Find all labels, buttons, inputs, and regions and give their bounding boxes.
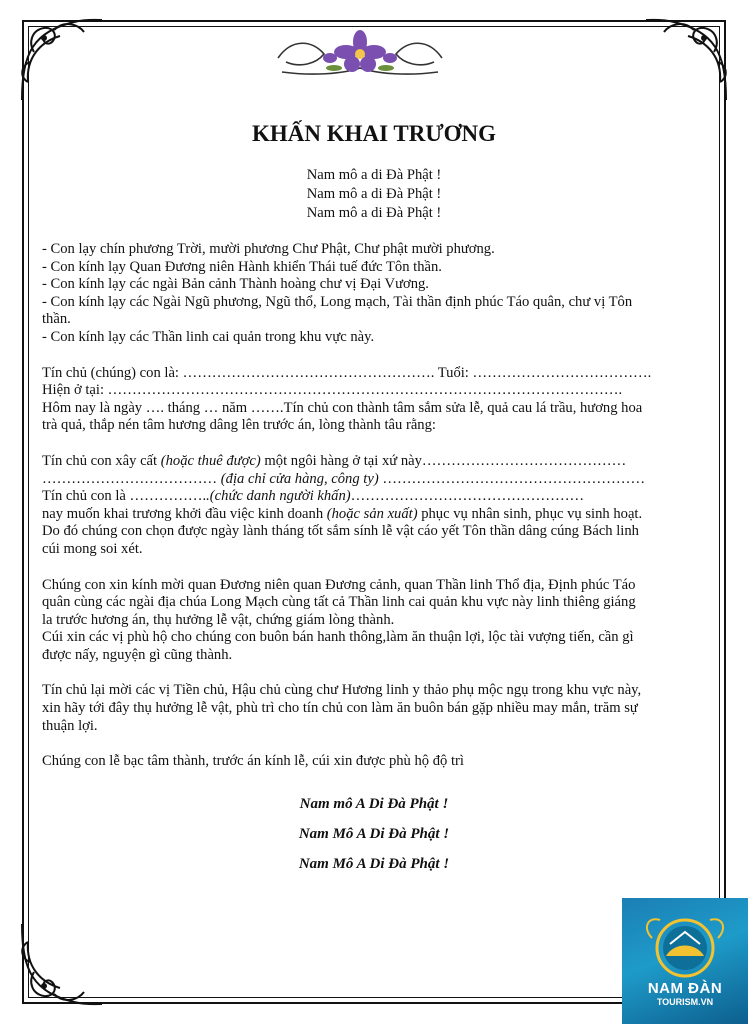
business-section <box>42 453 706 559</box>
invocation-line: Nam mô A Di Đà Phật ! <box>299 795 449 812</box>
bow-line: thần. <box>42 311 71 328</box>
invocation-line: Nam mô a di Đà Phật ! <box>306 205 442 221</box>
invocation-bottom <box>42 789 706 879</box>
text: Tín chủ con là ……………. <box>42 488 207 505</box>
corner-ornament-icon <box>642 12 734 104</box>
bow-line: - Con kính lạy các Ngài Ngũ phương, Ngũ thổ, Long mạch, Tài thần định phúc Táo quân, chư vị Tôn <box>42 293 633 310</box>
logo-name: NAM ĐÀN <box>647 980 723 997</box>
page-title: KHẤN KHAI TRƯƠNG <box>251 121 497 146</box>
bows-section <box>42 241 706 347</box>
bow-line: - Con kính lạy các ngài Bản cảnh Thành hoàng chư vị Đại Vương. <box>42 276 429 293</box>
text: Tín chủ con xây cất <box>42 452 161 469</box>
invite-line: Cúi xin các vị phù hộ cho chúng con buôn bán hanh thông,làm ăn thuận lợi, lộc tài vượng tiến, cần gì <box>42 629 634 646</box>
invite2-line: xin hãy tới đây thụ hưởng lễ vật, phù trì cho tín chủ con làm ăn buôn bán gặp nhiều may mắn, trăm sự <box>42 700 638 717</box>
invite-line: Chúng con xin kính mời quan Đương niên quan Đương cảnh, quan Thần linh Thổ địa, Định phúc Táo <box>42 576 636 593</box>
invite-line: quân cùng các ngài địa chúa Long Mạch cùng tất cả Thần linh cai quản khu vực này linh thiêng giáng <box>42 594 636 611</box>
invocation-line: Nam Mô A Di Đà Phật ! <box>298 855 450 872</box>
italic-note: (địa chỉ cửa hàng, công ty) <box>220 470 379 487</box>
invite-line: được nấy, nguyện gì cũng thành. <box>42 646 233 663</box>
invite2-line: thuận lợi. <box>42 717 98 734</box>
italic-note: (hoặc thuê được) <box>160 452 261 469</box>
bow-line: - Con kính lạy Quan Đương niên Hành khiển Thái tuế đức Tôn thần. <box>42 258 442 275</box>
italic-note: .(chức danh người khấn) <box>206 488 351 505</box>
text: nay muốn khai trương khởi đầu việc kinh doanh <box>42 505 327 522</box>
invocation-line: Nam mô a di Đà Phật ! <box>306 167 442 183</box>
bow-line: - Con lạy chín phương Trời, mười phương Chư Phật, Chư phật mười phương. <box>42 241 495 257</box>
closing-line: Chúng con lễ bạc tâm thành, trước án kính lễ, cúi xin được phù hộ độ trì <box>42 753 464 770</box>
invocation-line: Nam mô a di Đà Phật ! <box>306 186 442 202</box>
invite-line: la trước hương án, thụ hưởng lễ vật, chứng giám lòng thành. <box>42 611 395 628</box>
invocation-line: Nam Mô A Di Đà Phật ! <box>298 825 450 842</box>
business-line <box>42 506 706 524</box>
bow-line: - Con kính lạy các Thần linh cai quản trong khu vực này. <box>42 328 375 345</box>
brand-logo <box>622 898 748 1024</box>
text: phục vụ nhân sinh, phục vụ sinh hoạt. <box>417 505 643 522</box>
corner-ornament-icon <box>14 12 106 104</box>
info-line: Tín chủ (chúng) con là: ……………………………………………. Tuổi: ………………………………. <box>42 364 652 381</box>
info-line: Hôm nay là ngày …. tháng … năm …….Tín chủ con thành tâm sắm sửa lễ, quả cau lá trầu, hương hoa <box>42 399 643 416</box>
business-line <box>42 488 706 506</box>
document-body <box>42 116 706 879</box>
invite-section <box>42 577 706 665</box>
business-line: Do đó chúng con chọn được ngày lành tháng tốt sắm sính lễ vật cáo yết Tôn thần dâng cúng Bách linh <box>42 523 639 540</box>
corner-ornament-icon <box>14 920 106 1012</box>
business-line: cúi mong soi xét. <box>42 540 143 557</box>
italic-note: (hoặc sản xuất) <box>326 505 418 522</box>
business-line <box>42 453 706 471</box>
logo-subtitle: TOURISM.VN <box>656 997 714 1007</box>
text: ……………………………………………… <box>378 470 646 487</box>
info-line: trà quả, thắp nén tâm hương dâng lên trước án, lòng thành tâu rằng: <box>42 417 436 434</box>
info-line: Hiện ở tại: ……………………………………………………………………………………………. <box>42 382 623 399</box>
invite2-line: Tín chủ lại mời các vị Tiền chủ, Hậu chủ cùng chư Hương linh y thảo phụ mộc ngụ trong khu vực này, <box>42 682 642 699</box>
business-line <box>42 471 706 489</box>
invocation-top <box>42 166 706 223</box>
flower-ornament-icon <box>272 28 448 80</box>
text: ……………………………… <box>42 470 221 487</box>
info-section <box>42 365 706 435</box>
invite2-section <box>42 682 706 735</box>
text: một ngôi hàng ở tại xứ này…………………………………… <box>260 452 627 469</box>
text: ………………………………………… <box>350 488 585 505</box>
